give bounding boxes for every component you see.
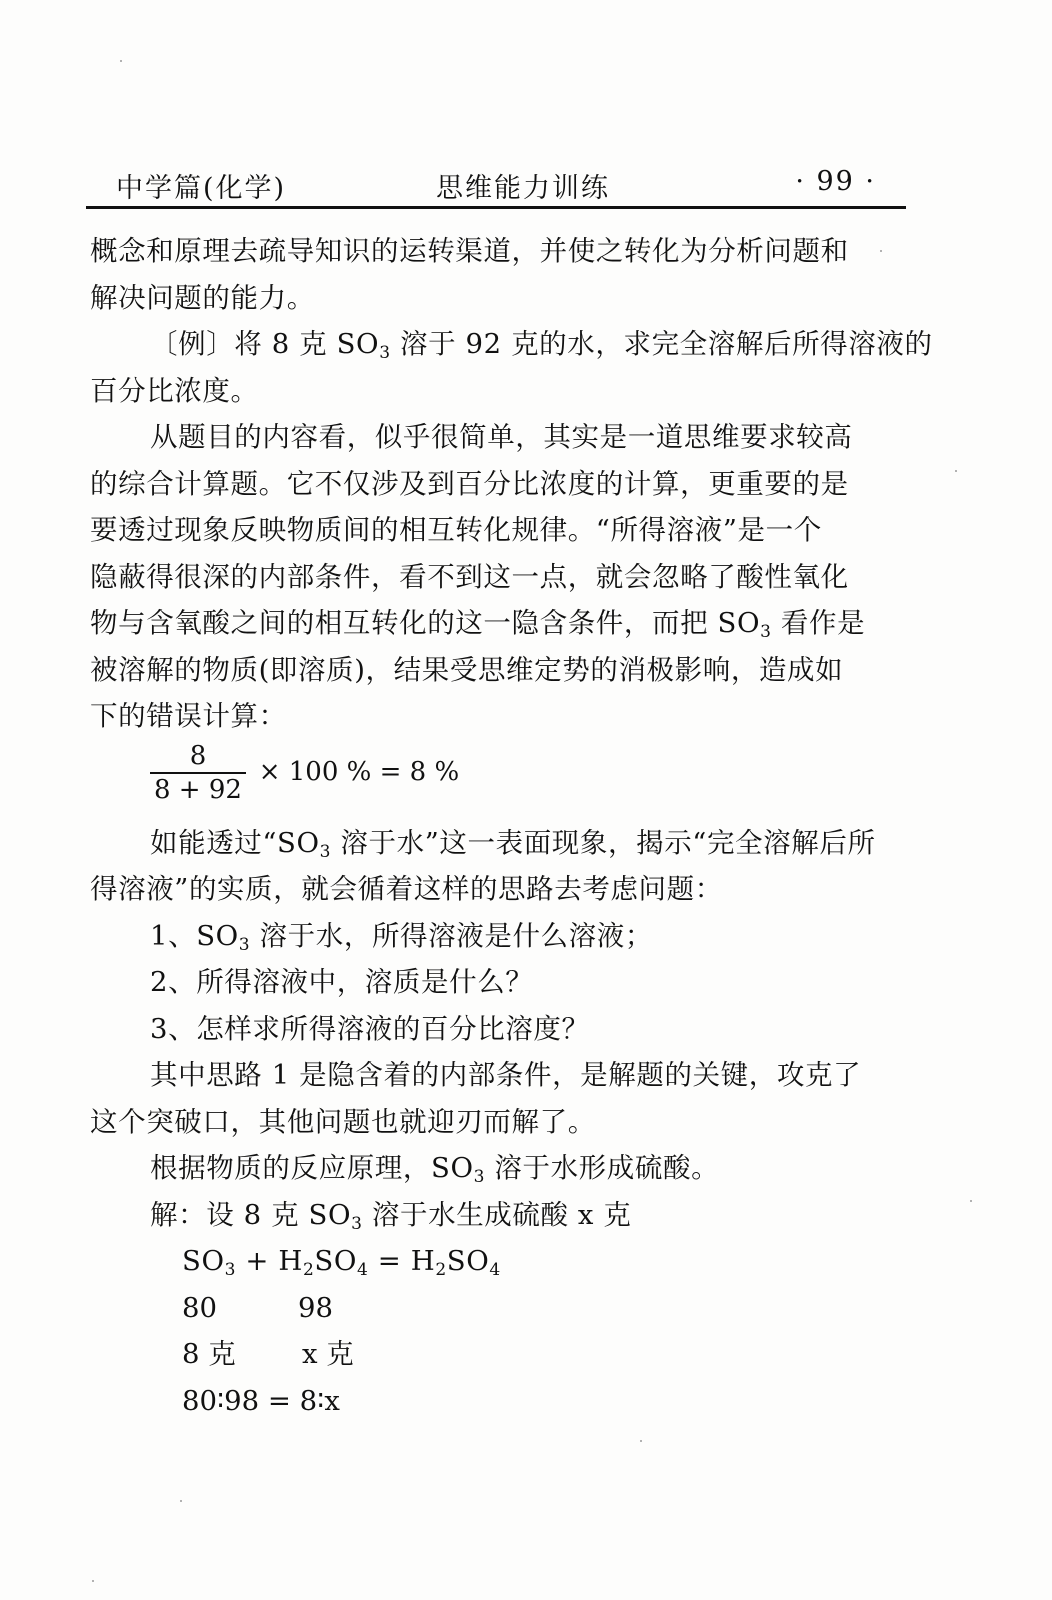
text-line: 概念和原理去疏导知识的运转渠道，并使之转化为分析问题和 [90, 235, 849, 267]
fraction [150, 740, 246, 806]
calc-cell: 98 [298, 1291, 333, 1324]
text-line: 百分比浓度。 [90, 374, 259, 407]
text-line: 根据物质的反应原理，$SO_3$ 溶于水形成硫酸。 [150, 1152, 720, 1188]
calc-cell: 8 克 [182, 1338, 236, 1370]
scan-speck [92, 1580, 94, 1582]
example-line: 〔例〕将 8 克 $SO_3$ 溶于 92 克的水，求完全溶解后所得溶液的 [150, 328, 933, 364]
wrong-calculation-formula [90, 740, 906, 820]
text-line: 要透过现象反映物质间的相互转化规律。“所得溶液”是一个 [90, 514, 822, 546]
chemical-equation: $SO_3 + H_2SO_4 = H_2SO_4$ [182, 1245, 501, 1281]
question-item: 3、怎样求所得溶液的百分比溶度？ [150, 1012, 590, 1045]
header-rule [86, 206, 906, 209]
calc-cell: 80 [182, 1291, 217, 1324]
formula-result: × 100 % = 8 % [258, 757, 460, 788]
text-line: 如能透过“$SO_3$ 溶于水”这一表面现象，揭示“完全溶解后所 [150, 826, 876, 862]
scan-speck [120, 60, 122, 62]
fraction-denominator: 8 + 92 [154, 774, 242, 805]
text-line: 其中思路 1 是隐含着的内部条件，是解题的关键，攻克了 [150, 1059, 862, 1091]
scan-speck [640, 1440, 642, 1442]
solution-line: 解：设 8 克 $SO_3$ 溶于水生成硫酸 x 克 [150, 1198, 632, 1234]
molar-mass-row [90, 1285, 906, 1332]
text-line: 这个突破口，其他问题也就迎刃而解了。 [90, 1105, 596, 1138]
page-body [90, 228, 933, 1424]
text-line: 下的错误计算： [90, 700, 287, 732]
proportion-row [90, 1378, 906, 1425]
scan-speck [955, 470, 957, 472]
scan-speck [970, 1200, 972, 1202]
fraction-numerator: 8 [150, 740, 246, 774]
calc-cell: x 克 [302, 1338, 354, 1370]
text-line: 隐蔽得很深的内部条件，看不到这一点，就会忽略了酸性氧化 [90, 560, 849, 593]
mass-row [90, 1331, 906, 1378]
header-chapter-title: 思维能力训练 [436, 173, 610, 204]
calc-cell: 80∶98 = 8∶x [182, 1384, 340, 1417]
text-line: 的综合计算题。它不仅涉及到百分比浓度的计算，更重要的是 [90, 467, 849, 500]
header-book-title: 中学篇(化学) [116, 173, 287, 204]
text-line: 得溶液”的实质，就会循着这样的思路去考虑问题： [90, 873, 723, 905]
scan-speck [180, 1500, 182, 1502]
running-header [90, 158, 906, 206]
question-item: 1、$SO_3$ 溶于水，所得溶液是什么溶液； [150, 919, 653, 955]
text-line: 物与含氧酸之间的相互转化的这一隐含条件，而把 $SO_3$ 看作是 [90, 607, 866, 643]
page-number: · 99 · [795, 166, 876, 197]
question-item: 2、所得溶液中，溶质是什么？ [150, 966, 534, 998]
text-line: 被溶解的物质(即溶质)，结果受思维定势的消极影响，造成如 [90, 653, 844, 686]
text-line: 解决问题的能力。 [90, 281, 315, 314]
text-line: 从题目的内容看，似乎很简单，其实是一道思维要求较高 [150, 421, 853, 453]
